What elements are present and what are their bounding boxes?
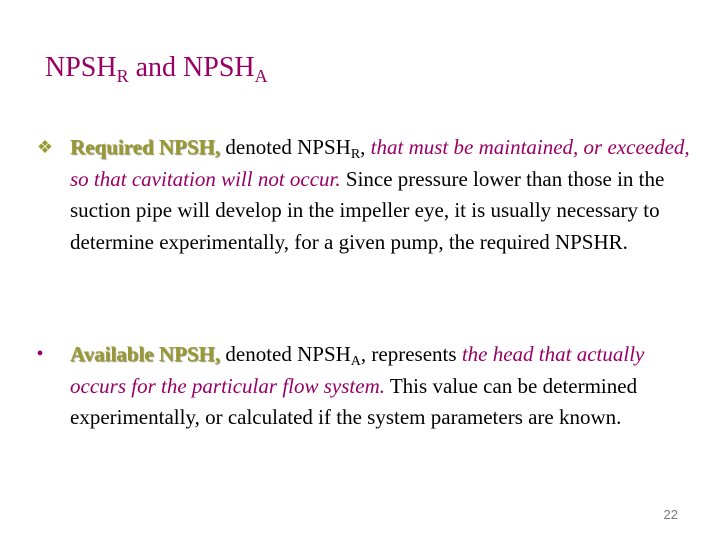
term-available-npsh: Available NPSH,: [70, 342, 221, 366]
title-subscript-r: R: [116, 66, 129, 86]
dot-bullet-icon: •: [36, 343, 44, 365]
term-required-npsh: Required NPSH,: [70, 135, 221, 159]
bullet-1-subscript: R: [350, 147, 361, 162]
bullet-2-text-a: denoted NPSH: [220, 342, 351, 366]
bullet-required-npsh: [36, 132, 690, 258]
bullet-2-text-c: This value can be determined experimentally, or calculated if the system parameters are known.: [70, 373, 638, 429]
diamond-bullet-icon: ❖: [36, 137, 54, 157]
page-number: 22: [663, 507, 678, 522]
title-and-npsh: and NPSH: [128, 52, 255, 83]
bullet-1-text-b: ,: [360, 135, 371, 159]
title-subscript-a: A: [254, 66, 268, 86]
bullet-2-emphasis: the head that actually occurs for the particular flow system.: [70, 342, 645, 398]
bullet-available-npsh: [36, 339, 690, 434]
bullet-1-text-c: Since pressure lower than those in the suction pipe will develop in the impeller eye, it is usually necessary to determine experimentally, for a given pump, the required NPSHR.: [70, 166, 665, 254]
bullet-1-emphasis: that must be maintained, or exceeded, so that cavitation will not occur.: [70, 135, 690, 191]
bullet-2-subscript: A: [350, 354, 361, 369]
slide-title: [45, 48, 268, 88]
title-npsh: NPSH: [45, 52, 117, 83]
bullet-2-text-b: , represents: [360, 342, 462, 366]
bullet-1-text-a: denoted NPSH: [220, 135, 351, 159]
